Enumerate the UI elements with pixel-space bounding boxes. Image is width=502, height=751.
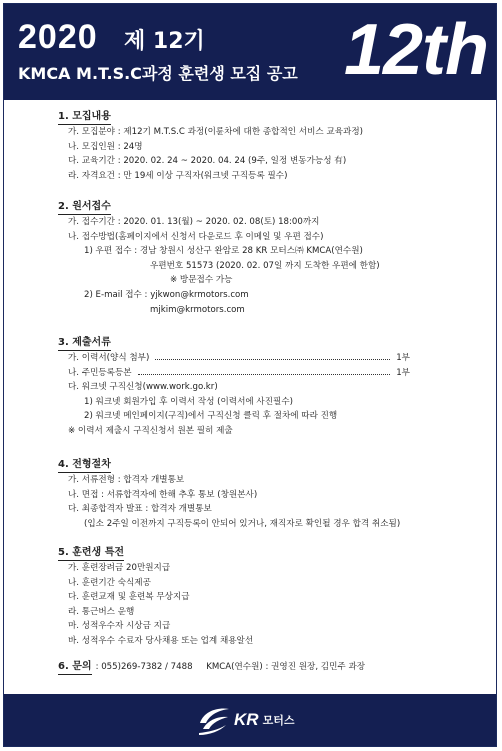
list-item: 다. 워크넷 구직신청(www.work.go.kr)	[68, 382, 218, 393]
list-item: 가. 모집분야 : 제12기 M.T.S.C 과정(이륜차에 대한 종합적인 서비스 교육과정)	[68, 127, 363, 137]
kr-motors-logo	[196, 702, 294, 738]
header-year: 2020	[18, 18, 98, 56]
note-item: ※ 이력서 제출시 구직신청서 원본 필히 제출	[68, 425, 233, 436]
list-item: 다. 교육기간 : 2020. 02. 24 ~ 2020. 04. 24 (9주, 일정 변동가능성 有)	[68, 156, 347, 167]
section-title: 4. 전형절차	[58, 458, 111, 473]
document-count: 1부	[396, 367, 410, 378]
section-benefits	[58, 540, 478, 649]
list-item: 1) 우편 접수 : 경남 창원시 성산구 완암로 28 KR 모터스㈜ KMCA(연수원)	[84, 246, 363, 257]
section-title: 3. 제출서류	[58, 336, 111, 351]
header-banner	[4, 4, 496, 100]
logo-korean-text: 모터스	[262, 714, 295, 727]
document-name: 가. 이력서(양식 첨부)	[68, 353, 150, 363]
list-item: 나. 훈련기간 숙식제공	[68, 577, 151, 588]
list-item: 라. 통근버스 운행	[68, 606, 135, 617]
section-documents	[58, 330, 478, 439]
note-item: (입소 2주일 이전까지 구직등록이 안되어 있거나, 재직자로 확인될 경우 합격 취소됨)	[84, 518, 401, 529]
list-item: 가. 서류전형 : 합격자 개별통보	[68, 475, 185, 485]
section-application	[58, 194, 478, 317]
section-selection-process	[58, 452, 478, 531]
header-title: KMCA M.T.S.C과정 훈련생 모집 공고	[18, 64, 298, 83]
notice-body	[4, 100, 496, 696]
section-title: 2. 원서접수	[58, 200, 111, 215]
list-item: 2) 워크넷 메인페이지(구직)에서 구직신청 클릭 후 절차에 따라 진행	[84, 411, 338, 422]
list-item: 라. 자격요건 : 만 19세 이상 구직자(워크넷 구직등록 필수)	[68, 170, 288, 181]
section-contact	[58, 660, 478, 675]
list-item: 마. 성적우수자 시상금 지급	[68, 621, 171, 632]
kr-swoosh-icon	[196, 703, 232, 737]
email-item[interactable]: mjkim@krmotors.com	[150, 304, 245, 315]
leader-dots	[138, 374, 391, 375]
header-12th-graphic: 12th	[343, 10, 488, 90]
leader-dots	[155, 359, 390, 360]
document-item	[58, 351, 410, 366]
section-title: 6. 문의	[58, 660, 92, 675]
list-item: 가. 훈련장려금 20만원지급	[68, 563, 171, 573]
list-item: 다. 최종합격자 발표 : 합격자 개별통보	[68, 504, 212, 515]
list-item: 1) 워크넷 회원가입 후 이력서 작성 (이력서에 사진필수)	[84, 396, 293, 407]
list-item: 다. 훈련교재 및 훈련복 무상지급	[68, 592, 190, 603]
list-item: 바. 성적우수 수료자 당사채용 또는 업계 채용알선	[68, 635, 254, 646]
list-item: 가. 접수기간 : 2020. 01. 13(월) ~ 2020. 02. 08(토) 18:00까지	[68, 217, 320, 227]
logo-kr-text: KR	[234, 710, 259, 729]
list-item: 나. 모집인원 : 24명	[68, 141, 143, 152]
section-recruitment	[58, 104, 478, 183]
document-item	[58, 366, 410, 381]
document-name: 나. 주민등록등본	[68, 367, 132, 378]
list-item: 나. 접수방법(홈페이지에서 신청서 다운로드 후 이메일 및 우편 접수)	[68, 231, 324, 242]
list-item: 우편번호 51573 (2020. 02. 07일 까지 도착한 우편에 한함)	[150, 260, 380, 271]
contact-info: : 055)269-7382 / 7488 KMCA(연수원) : 권영진 원장, 김민주 과장	[95, 662, 366, 672]
document-count: 1부	[396, 353, 410, 363]
header-term: 제 12기	[124, 29, 205, 54]
list-item: 나. 면접 : 서류합격자에 한해 추후 통보 (창원본사)	[68, 489, 258, 500]
list-item: ※ 방문접수 가능	[170, 275, 233, 286]
section-title: 1. 모집내용	[58, 110, 111, 125]
footer-banner	[4, 694, 496, 746]
email-item[interactable]: 2) E-mail 접수 : yjkwon@krmotors.com	[84, 289, 249, 300]
notice-frame	[3, 3, 497, 747]
section-title: 5. 훈련생 특전	[58, 546, 124, 561]
